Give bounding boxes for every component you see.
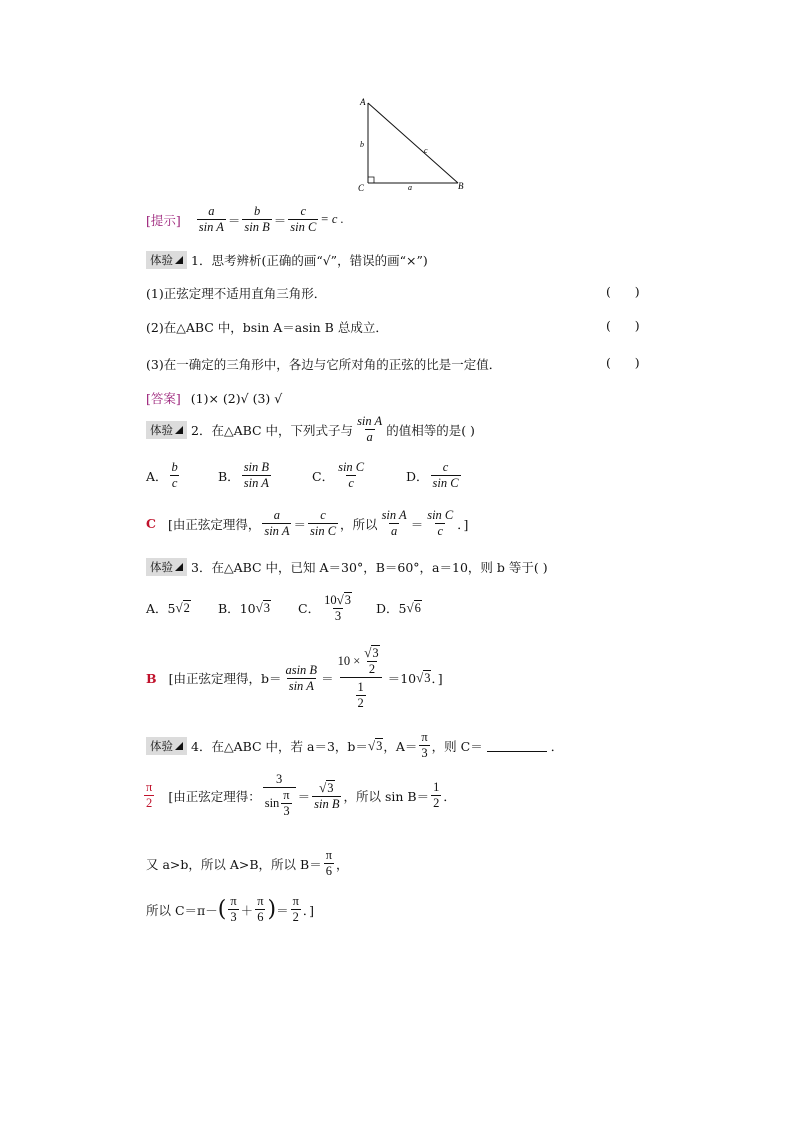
tiyan-tag: 体验 [146, 558, 187, 576]
q3-option-a: A． 5 √ 2 [146, 600, 190, 616]
tiyan-tag: 体验 [146, 251, 187, 269]
side-label-b: b [360, 140, 364, 149]
corner-triangle-icon [175, 563, 183, 571]
corner-triangle-icon [175, 256, 183, 264]
q3-option-b: B． 10 √ 3 [218, 600, 270, 616]
hint-frac-a: $\frac{a}{\text{sin A}}$ [198, 204, 224, 234]
answer-blank[interactable] [487, 739, 547, 752]
hint-line: [提示] $\frac{a}{\text{sin A}}$ ＝ $\frac{b}{\text{sin B}}$ ＝ $\frac{c}{\text{sin C}}$ = c . [146, 204, 344, 234]
corner-triangle-icon [175, 742, 183, 750]
q4-answer-value: $\frac{\pi}{2}$ [146, 780, 153, 810]
q4-answer-1: $\frac{\pi}{2}$ [由正弦定理得： 3 sin $\frac{\pi}{3}$ ＝ √ 3 sin B ，所以 sin B＝ $\frac{1}{2}$ ． [146, 772, 456, 818]
q2-option-c: C． $\frac{\text{sin C}}{c}$ [312, 460, 365, 490]
q1-item-3: (3)在一确定的三角形中，各边与它所对角的正弦的比是一定值． [146, 357, 502, 372]
q2-options [146, 460, 463, 491]
q1-item-1: (1)正弦定理不适用直角三角形． [146, 286, 327, 301]
q4-stem: 体验 4．在△ABC 中，若 a＝3，b＝ √ 3 ，A＝ $\frac{\pi}{3}$ ，则 C＝ ． [146, 730, 563, 761]
q3-options [146, 592, 422, 624]
side-label-c: c [424, 146, 428, 155]
corner-triangle-icon [175, 426, 183, 434]
q3-compound-frac: 10 × √ 3 2 $\frac{1}{2}$ [336, 645, 386, 711]
q2-option-d: D． $\frac{c}{\text{sin C}}$ [406, 460, 459, 490]
hint-frac-b: $\frac{b}{\text{sin B}}$ [244, 204, 270, 234]
vertex-label-b: B [458, 181, 464, 191]
vertex-label-a: A [360, 97, 366, 107]
q4-answer-2: 又 a>b，所以 A>B，所以 B＝ $\frac{\pi}{6}$ ， [146, 848, 349, 878]
q3-answer: B [由正弦定理得，b＝ $\frac{\text{asin B}}{\text{sin A}}$ ＝ 10 × √ 3 2 $\frac{1}{2}$ ＝ 10 √ 3 ．] [146, 645, 443, 710]
tiyan-tag: 体验 [146, 421, 187, 439]
q3-option-d: D． 5 √ 6 [376, 600, 421, 616]
q2-answer-letter: C [146, 516, 156, 531]
q1-stem: 体验 1．思考辨析(正确的画“√”，错误的画“×”) [146, 251, 428, 269]
hint-frac-c: $\frac{c}{\text{sin C}}$ [290, 204, 317, 234]
right-triangle-figure [352, 95, 477, 195]
tiyan-tag: 体验 [146, 737, 187, 755]
q2-option-a: A． $\frac{b}{c}$ [146, 460, 178, 490]
q3-stem: 体验 3．在△ABC 中，已知 A＝30°，B＝60°，a＝10，则 b 等于( ) [146, 558, 548, 576]
q2-answer: C [由正弦定理得， $\frac{a}{\text{sin A}}$ ＝ $\frac{c}{\text{sin C}}$ ，所以 $\frac{\text{sin A}}{a}$ ＝ $\frac{\text{sin C}}{c}$ ．] [146, 508, 469, 538]
q1-item-2: (2)在△ABC 中，bsin A＝asin B 总成立． [146, 320, 388, 335]
hint-tail: = c . [320, 212, 344, 226]
q2-stem: 体验 2．在△ABC 中，下列式子与 $\frac{\text{sin A}}{a}$ 的值相等的是( ) [146, 414, 475, 445]
q1-answer: [答案] (1)× (2)√ (3) √ [146, 390, 283, 406]
q1-paren-1: ( ) [606, 284, 640, 299]
q1-paren-3: ( ) [606, 355, 640, 370]
vertex-label-c: C [358, 183, 365, 193]
q3-answer-letter: B [146, 670, 157, 686]
side-label-a: a [408, 183, 412, 192]
q2-option-b: B． $\frac{\text{sin B}}{\text{sin A}}$ [218, 460, 270, 490]
q4-answer-3: 所以 C＝π－ ( $\frac{\pi}{3}$ ＋ $\frac{\pi}{6}$ ) ＝ $\frac{\pi}{2}$ ．] [146, 894, 315, 924]
q2-stem-frac: $\frac{\text{sin A}}{a}$ [357, 414, 383, 444]
q1-paren-2: ( ) [606, 318, 640, 333]
answer-label: [答案] [146, 391, 181, 406]
hint-label: [提示] [146, 212, 181, 228]
q3-option-c: C． 10 √ 3 3 [298, 592, 351, 623]
